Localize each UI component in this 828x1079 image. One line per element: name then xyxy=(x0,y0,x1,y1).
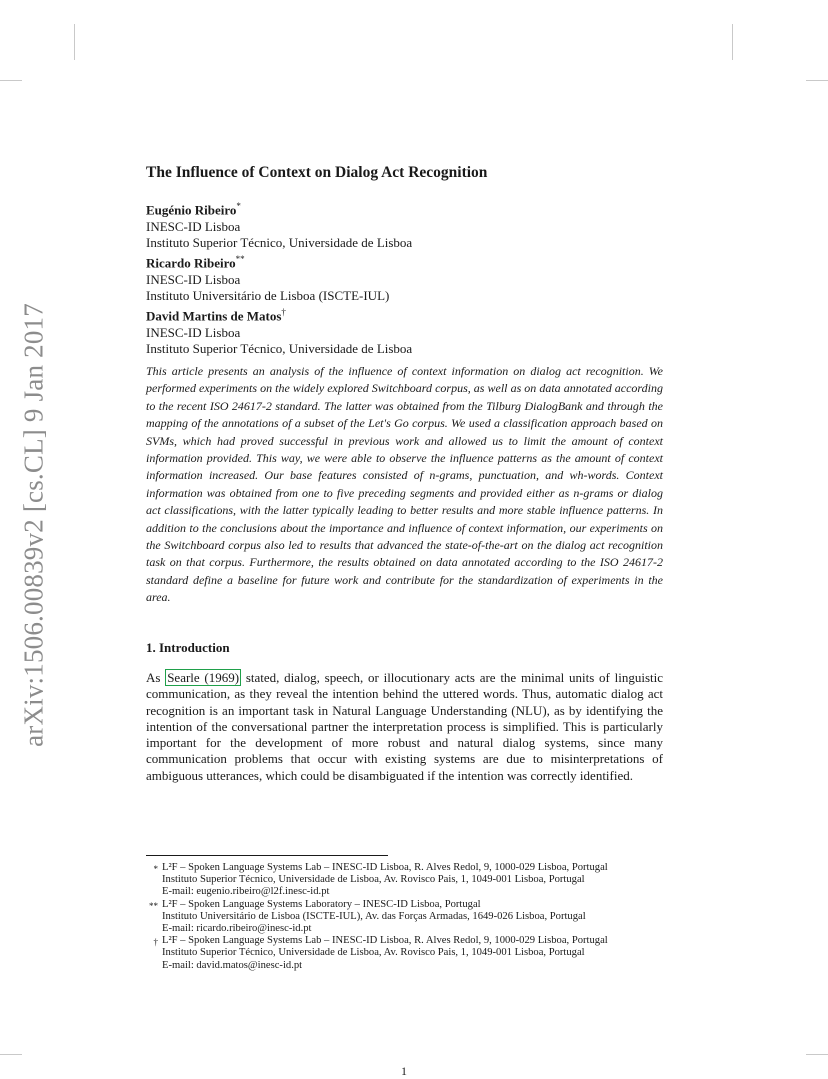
author-block xyxy=(146,198,663,358)
crop-mark-top-right xyxy=(732,24,733,60)
author-mark: † xyxy=(281,307,286,318)
author-affiliation: INESC-ID Lisboa xyxy=(146,271,241,287)
author-affiliation: Instituto Superior Técnico, Universidade de Lisboa xyxy=(146,341,413,357)
intro-paragraph xyxy=(146,670,663,784)
intro-text-start: As xyxy=(146,670,166,685)
arxiv-stamp-text: arXiv:1506.00839v2 [cs.CL] 9 Jan 2017 xyxy=(18,303,49,747)
author-mark: ** xyxy=(235,254,245,265)
section-heading: 1. Introduction xyxy=(146,640,230,655)
footnote-mark: ** xyxy=(149,900,158,911)
author-affiliation: Instituto Universitário de Lisboa (ISCTE-IUL) xyxy=(146,288,390,304)
abstract: This article presents an analysis of the influence of context information on dialog act recognition. We performed experiments on the widely explored Switchboard corpus, as well as on data annotated according to the recent ISO 24617-2 standard. The latter was obtained from the Tilburg DialogBank and through the mapping of the annotations of a subset of the Let's Go corpus. We used a classification approach based on SVMs, which had proved successful in previous work and allowed us to limit the amount of context information provided. This way, we were able to observe the influence patterns as the amount of context information increased. Our base features consisted of n-grams, punctuation, and wh-words. Context information was obtained from one to five preceding segments and provided either as n-grams or dialog act classifications, with the latter typically leading to better results and more stable influence patterns. In addition to the conclusions about the importance and influence of context information, our experiments on the Switchboard corpus also led to results that advanced the state-of-the-art on the dialog act recognition task on that corpus. Furthermore, the results obtained on data annotated according to the ISO 24617-2 standard define a baseline for future work and contribute for the standardization of experiments in the area. xyxy=(146,364,663,605)
footnote xyxy=(140,899,680,936)
footnote xyxy=(140,935,680,972)
author-name: Ricardo Ribeiro xyxy=(146,255,236,271)
author-affiliation: INESC-ID Lisboa xyxy=(146,325,241,341)
crop-mark-right-upper xyxy=(806,80,828,81)
footnote-line: L²F – Spoken Language Systems Lab – INESC-ID Lisboa, R. Alves Redol, 9, 1000-029 Lisboa, Portugal xyxy=(162,862,608,873)
author-affiliation: Instituto Superior Técnico, Universidade de Lisboa xyxy=(146,234,413,250)
footnotes xyxy=(140,862,680,972)
footnote-email[interactable]: E-mail: ricardo.ribeiro@inesc-id.pt xyxy=(162,923,312,935)
footnote-email[interactable]: E-mail: david.matos@inesc-id.pt xyxy=(162,959,303,971)
footnote-mark: † xyxy=(153,937,158,948)
crop-mark-left-upper xyxy=(0,80,22,81)
crop-mark-right-lower xyxy=(806,1054,828,1055)
citation-link[interactable]: Searle (1969) xyxy=(167,670,240,685)
author-name: David Martins de Matos xyxy=(146,308,282,324)
footnote-line: L²F – Spoken Language Systems Lab – INESC-ID Lisboa, R. Alves Redol, 9, 1000-029 Lisboa, Portugal xyxy=(162,935,608,947)
arxiv-stamp xyxy=(14,300,54,750)
footnote-line: L²F – Spoken Language Systems Laboratory – INESC-ID Lisboa, Portugal xyxy=(162,898,481,910)
author-name: Eugénio Ribeiro xyxy=(146,202,237,218)
page-number: 1 xyxy=(401,1064,407,1078)
footnote-mark: * xyxy=(153,864,158,874)
crop-mark-left-lower xyxy=(0,1054,22,1055)
author-affiliation: INESC-ID Lisboa xyxy=(146,218,241,234)
footnote-line: Instituto Universitário de Lisboa (ISCTE-IUL), Av. das Forças Armadas, 1649-026 Lisboa, Portugal xyxy=(162,910,586,922)
crop-mark-top-left xyxy=(74,24,75,60)
paper-title: The Influence of Context on Dialog Act Recognition xyxy=(146,164,488,181)
footnote-email[interactable]: E-mail: eugenio.ribeiro@l2f.inesc-id.pt xyxy=(162,886,330,898)
footnote xyxy=(140,862,680,899)
footnote-rule xyxy=(146,855,388,856)
footnote-line: Instituto Superior Técnico, Universidade de Lisboa, Av. Rovisco Pais, 1, 1049-001 Lisboa, Portugal xyxy=(162,947,585,959)
author-mark: * xyxy=(236,201,241,211)
intro-text: stated, dialog, speech, or illocutionary acts are the minimal units of linguistic communication, as they reveal the intention behind the uttered words. Thus, automatic dialog act recognition is an important task in Natural Language Understanding (NLU), as by identifying the intention of the conversational partner the interpretation process is simplified. This is particularly important for the development of more robust and natural dialog systems, since many communication problems that occur with existing systems are due to misinterpretations of ambiguous utterances, which could be disambiguated if the intention was correctly identified. xyxy=(146,670,664,783)
footnote-line: Instituto Superior Técnico, Universidade de Lisboa, Av. Rovisco Pais, 1, 1049-001 Lisboa, Portugal xyxy=(162,874,585,886)
